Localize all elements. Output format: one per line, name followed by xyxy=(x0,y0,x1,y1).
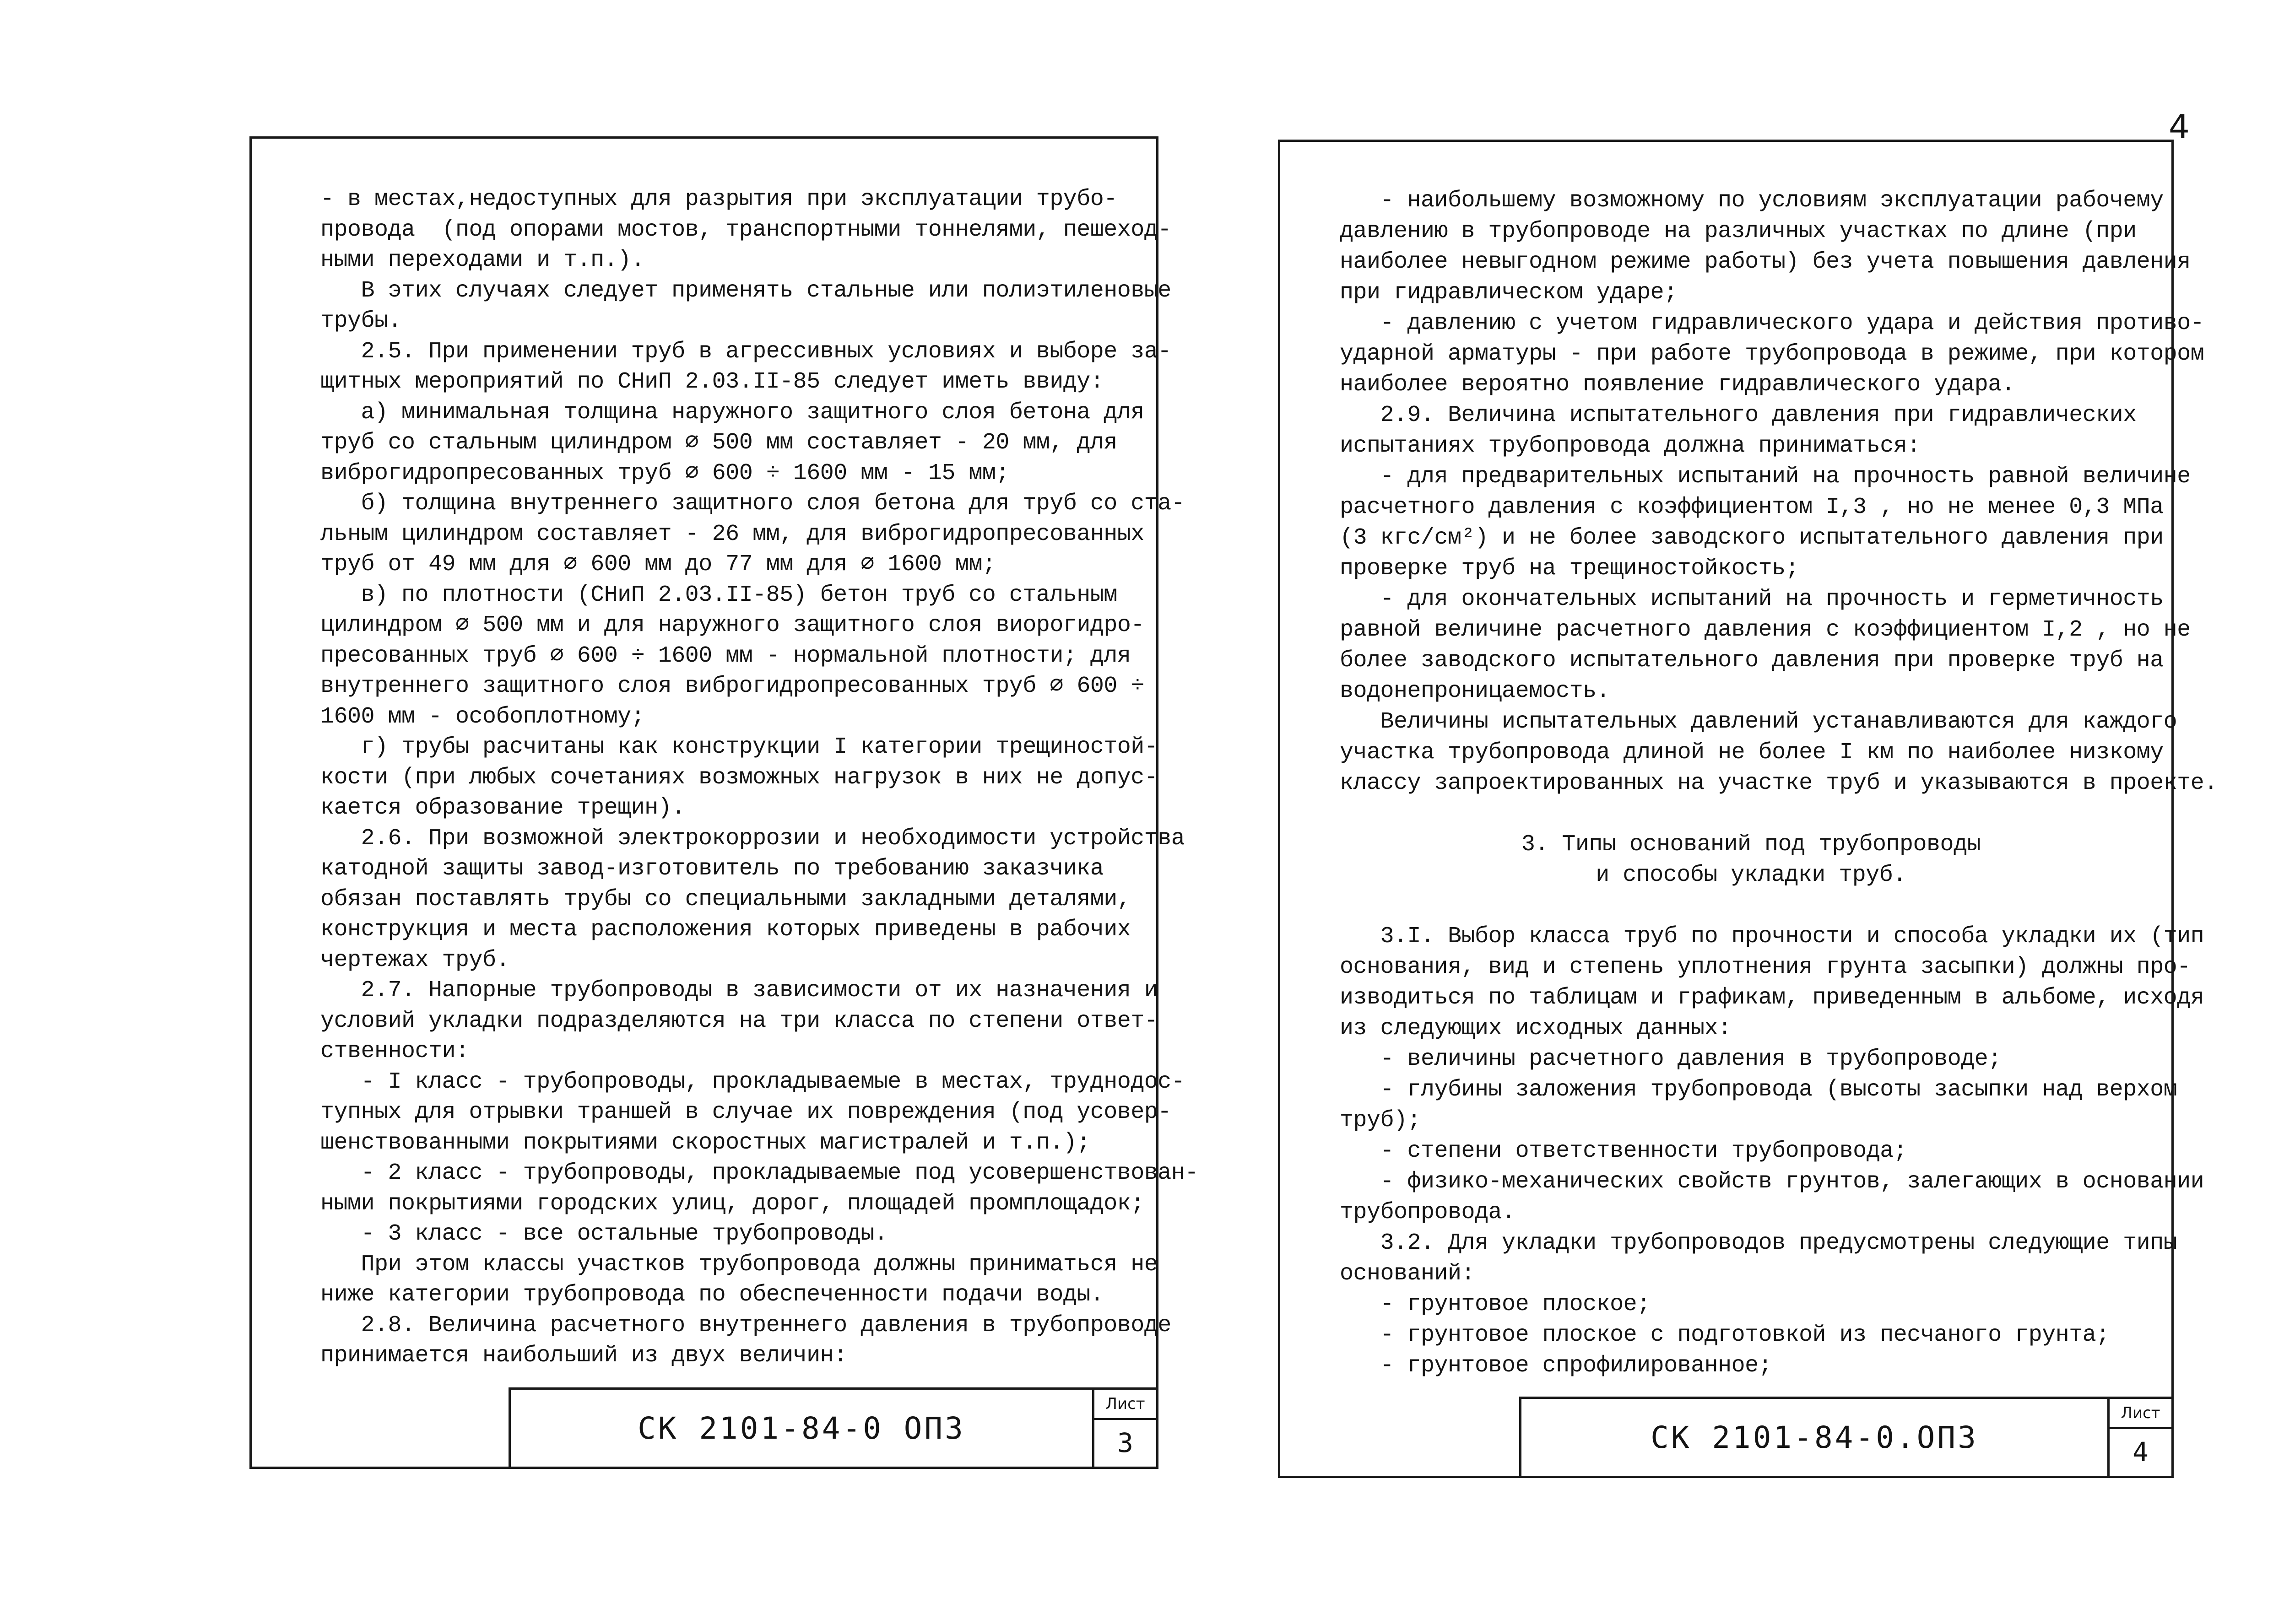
title-block-stamp xyxy=(509,1387,1158,1469)
text-line: ниже категории трубопровода по обеспеченности подачи воды. xyxy=(320,1282,1104,1308)
text-line: 3.2. Для укладки трубопроводов предусмотрены следующие типы xyxy=(1340,1230,2177,1256)
document-sheet-right xyxy=(1278,140,2218,1478)
text-line: 2.9. Величина испытательного давления при гидравлических xyxy=(1340,402,2137,428)
text-line: При этом классы участков трубопровода должны приниматься не xyxy=(320,1251,1158,1278)
text-line: трубопровода. xyxy=(1340,1199,1515,1225)
text-line: щитных мероприятий по СНиП 2.03.II-85 следует иметь ввиду: xyxy=(320,369,1104,395)
text-line: Величины испытательных давлений устанавливаются для каждого xyxy=(1340,709,2177,735)
text-line: ными переходами и т.п.). xyxy=(320,247,645,273)
text-line: при гидравлическом ударе; xyxy=(1340,280,1678,306)
text-line: б) толщина внутреннего защитного слоя бетона для труб со ста- xyxy=(320,491,1185,517)
sheet-number: 3 xyxy=(1117,1427,1133,1458)
text-line: трубы. xyxy=(320,308,402,334)
text-line: пресованных труб ∅ 600 ÷ 1600 мм - нормальной плотности; для xyxy=(320,642,1131,669)
text-line: - 3 класс - все остальные трубопроводы. xyxy=(320,1221,888,1247)
text-line: в) по плотности (СНиП 2.03.II-85) бетон труб со стальным xyxy=(320,582,1117,608)
sheet-number: 4 xyxy=(2132,1436,2149,1468)
text-line: наиболее невыгодном режиме работы) без учета повышения давления xyxy=(1340,249,2191,275)
text-line: - давлению с учетом гидравлического удара и действия противо- xyxy=(1340,310,2204,336)
text-line: - для предварительных испытаний на прочность равной величине xyxy=(1340,464,2191,490)
document-code: СК 2101-84-0.ОПЗ xyxy=(1651,1419,1978,1455)
text-line xyxy=(1340,890,2162,921)
text-line: (3 кгс/см²) и не более заводского испытательного давления при xyxy=(1340,525,2164,551)
text-line: В этих случаях следует применять стальные или полиэтиленовые xyxy=(320,277,1171,304)
text-line: чертежах труб. xyxy=(320,947,510,973)
text-line: изводиться по таблицам и графикам, приведенным в альбоме, исходя xyxy=(1340,985,2204,1011)
text-line: 3.I. Выбор класса труб по прочности и способа укладки их (тип xyxy=(1340,923,2204,950)
text-line xyxy=(1340,799,2162,829)
text-line: труб); xyxy=(1340,1107,1421,1133)
text-line: участка трубопровода длиной не более I км по наиболее низкому xyxy=(1340,739,2164,766)
text-line: проверке труб на трещиностойкость; xyxy=(1340,556,1799,582)
text-line: - 2 класс - трубопроводы, прокладываемые под усовершенствован- xyxy=(320,1160,1198,1186)
text-line: испытаниях трубопровода должна приниматься: xyxy=(1340,433,1921,459)
text-line: ственности: xyxy=(320,1038,469,1064)
title-block-stamp xyxy=(1519,1397,2174,1478)
text-line: оснований: xyxy=(1340,1261,1475,1287)
text-line: - грунтовое плоское с подготовкой из песчаного грунта; xyxy=(1340,1322,2110,1348)
text-line: ударной арматуры - при работе трубопровода в режиме, при котором xyxy=(1340,341,2204,367)
text-line: принимается наибольший из двух величин: xyxy=(320,1343,847,1369)
text-line: - глубины заложения трубопровода (высоты засыпки над верхом xyxy=(1340,1077,2177,1103)
text-line: тупных для отрывки траншей в случае их повреждения (под усовер- xyxy=(320,1099,1171,1125)
text-line: г) трубы расчитаны как конструкции I категории трещиностой- xyxy=(320,734,1158,760)
text-line: - для окончательных испытаний на прочность и герметичность xyxy=(1340,586,2164,612)
text-line: расчетного давления с коэффициентом I,3 , но не менее 0,3 МПа xyxy=(1340,494,2164,520)
text-line: кается образование трещин). xyxy=(320,795,685,821)
text-line: льным цилиндром составляет - 26 мм, для виброгидропресованных xyxy=(320,521,1144,547)
text-line: кости (при любых сочетаниях возможных нагрузок в них не допус- xyxy=(320,764,1158,791)
text-line: виброгидропресованных труб ∅ 600 ÷ 1600 мм - 15 мм; xyxy=(320,460,1009,486)
text-line: цилиндром ∅ 500 мм и для наружного защитного слоя виорогидро- xyxy=(320,612,1144,638)
document-sheet-left xyxy=(249,136,1198,1469)
text-line: равной величине расчетного давления с коэффициентом I,2 , но не xyxy=(1340,617,2191,643)
text-line: шенствованными покрытиями скоростных магистралей и т.п.); xyxy=(320,1129,1090,1156)
section-heading-line: 3. Типы оснований под трубопроводы xyxy=(1521,831,1981,858)
text-line: ными покрытиями городских улиц, дорог, площадей промплощадок; xyxy=(320,1190,1144,1217)
sheet-body-text xyxy=(1340,185,2218,1381)
sheet-number-box xyxy=(2107,1399,2171,1476)
text-line: - физико-механических свойств грунтов, залегающих в основании xyxy=(1340,1169,2204,1195)
sheet-label: Лист xyxy=(1094,1390,1156,1420)
text-line: давлению в трубопроводе на различных участках по длине (при xyxy=(1340,218,2137,244)
text-line: 2.8. Величина расчетного внутреннего давления в трубопроводе xyxy=(320,1312,1171,1338)
text-line: конструкция и места расположения которых приведены в рабочих xyxy=(320,917,1131,943)
sheet-number-box xyxy=(1092,1390,1156,1467)
text-line: - грунтовое спрофилированное; xyxy=(1340,1353,1772,1379)
text-line: 2.6. При возможной электрокоррозии и необходимости устройства xyxy=(320,825,1185,852)
text-line: более заводского испытательного давления при проверке труб на xyxy=(1340,647,2164,674)
text-line: водонепроницаемость. xyxy=(1340,678,1610,704)
text-line: из следующих исходных данных: xyxy=(1340,1015,1732,1041)
text-line: наиболее вероятно появление гидравлического удара. xyxy=(1340,372,2015,398)
text-line: внутреннего защитного слоя виброгидропресованных труб ∅ 600 ÷ xyxy=(320,673,1144,699)
text-line: а) минимальная толщина наружного защитного слоя бетона для xyxy=(320,399,1144,426)
text-line: катодной защиты завод-изготовитель по требованию заказчика xyxy=(320,856,1104,882)
text-line: труб от 49 мм для ∅ 600 мм до 77 мм для ∅ 1600 мм; xyxy=(320,551,996,577)
text-line: - I класс - трубопроводы, прокладываемые в местах, труднодос- xyxy=(320,1068,1185,1095)
text-line: труб со стальным цилиндром ∅ 500 мм составляет - 20 мм, для xyxy=(320,430,1117,456)
text-line: основания, вид и степень уплотнения грунта засыпки) должны про- xyxy=(1340,954,2191,980)
text-line: - наибольшему возможному по условиям эксплуатации рабочему xyxy=(1340,188,2164,214)
text-line: 2.5. При применении труб в агрессивных условиях и выборе за- xyxy=(320,338,1171,365)
text-line: - величины расчетного давления в трубопроводе; xyxy=(1340,1046,2002,1072)
section-heading-line: и способы укладки труб. xyxy=(1596,862,1906,888)
sheet-label: Лист xyxy=(2110,1399,2171,1429)
text-line: - грунтовое плоское; xyxy=(1340,1291,1651,1317)
text-line: - в местах,недоступных для разрытия при эксплуатации трубо- xyxy=(320,186,1117,212)
text-line: 1600 мм - особоплотному; xyxy=(320,703,645,730)
text-line: обязан поставлять трубы со специальными закладными деталями, xyxy=(320,886,1131,912)
document-code: СК 2101-84-0 ОПЗ xyxy=(638,1410,965,1446)
text-line: - степени ответственности трубопровода; xyxy=(1340,1138,1907,1164)
text-line: провода (под опорами мостов, транспортными тоннелями, пешеход- xyxy=(320,216,1171,243)
text-line: условий укладки подразделяются на три класса по степени ответ- xyxy=(320,1008,1158,1034)
sheet-body-text xyxy=(320,184,1198,1371)
page-number: 4 xyxy=(2169,108,2190,146)
text-line: 2.7. Напорные трубопроводы в зависимости от их назначения и xyxy=(320,977,1158,1004)
text-line: классу запроектированных на участке труб и указываются в проекте. xyxy=(1340,770,2218,796)
